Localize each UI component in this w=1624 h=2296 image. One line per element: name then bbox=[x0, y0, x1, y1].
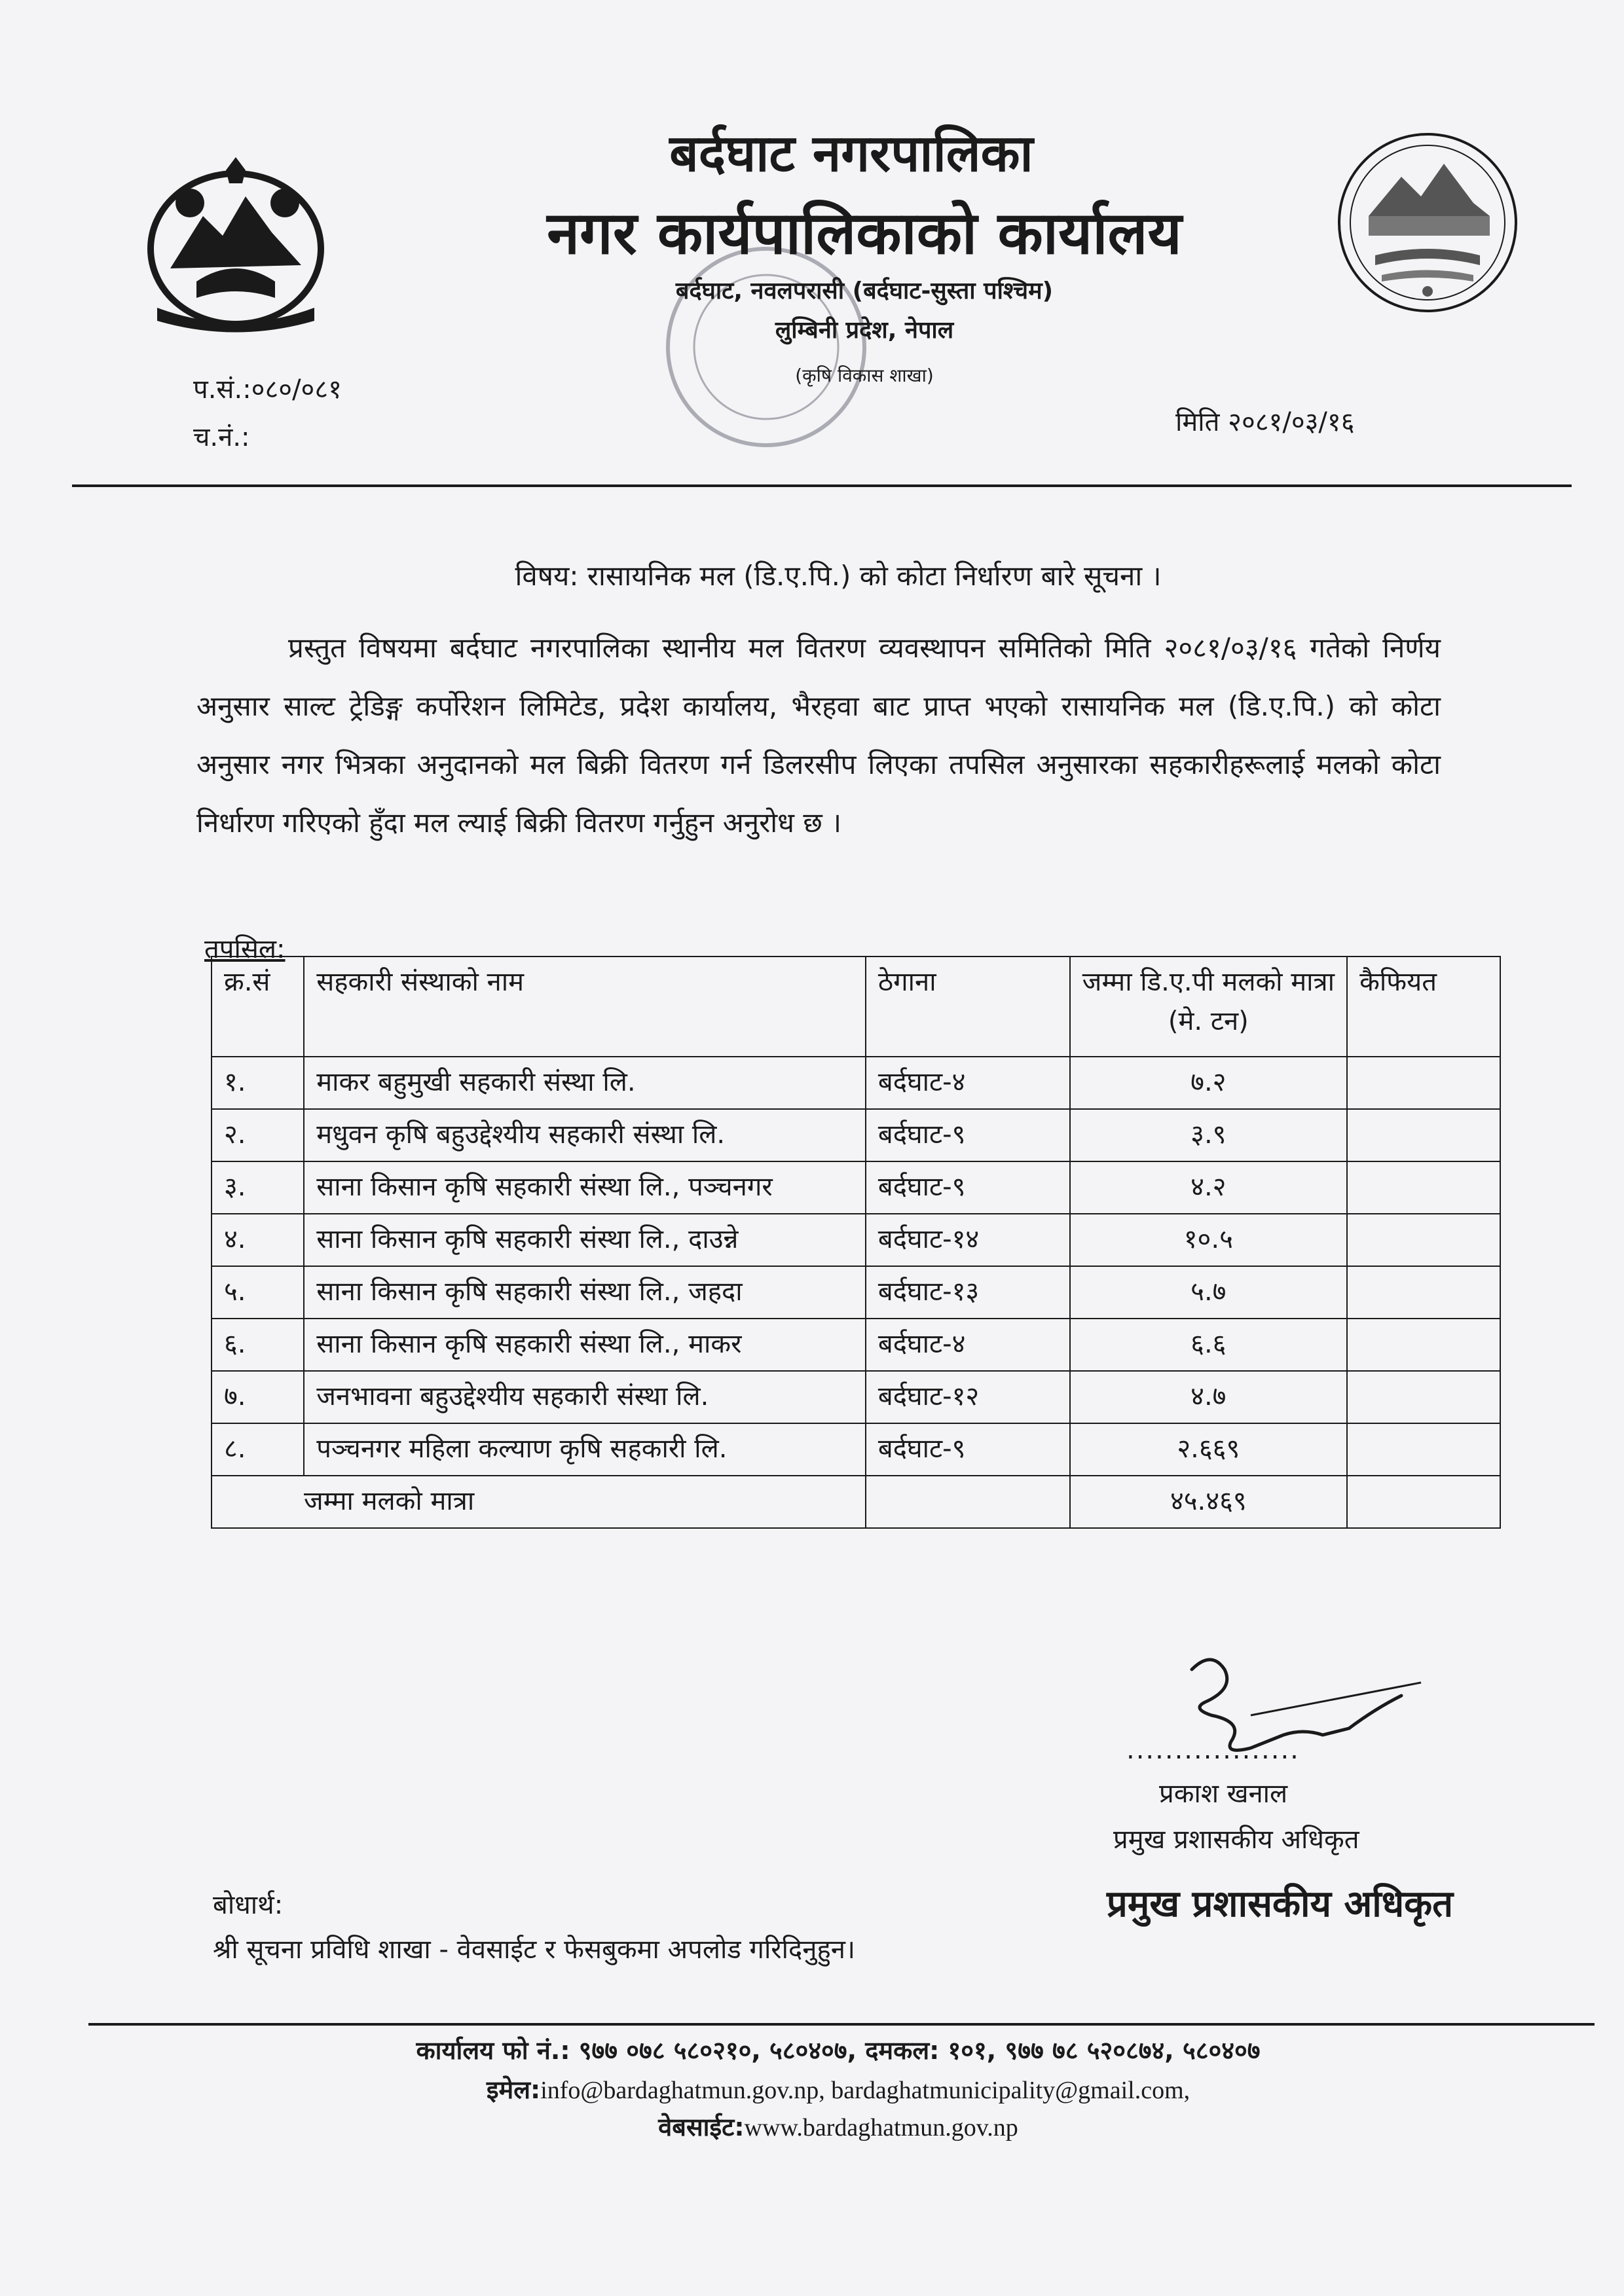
cell-sn: ७. bbox=[212, 1371, 304, 1423]
cell-quantity: ४.२ bbox=[1070, 1161, 1348, 1214]
footer-email-label: इमेल: bbox=[486, 2075, 541, 2104]
cell-remarks bbox=[1347, 1266, 1500, 1319]
cell-address: बर्दघाट-९ bbox=[866, 1161, 1070, 1214]
footer-email bbox=[0, 2072, 1624, 2106]
table-caption: तपसिल: bbox=[204, 934, 286, 964]
cell-address: बर्दघाट-१३ bbox=[866, 1266, 1070, 1319]
cell-name: माकर बहुमुखी सहकारी संस्था लि. bbox=[304, 1057, 866, 1109]
table-row bbox=[212, 1423, 1500, 1476]
header-name: सहकारी संस्थाको नाम bbox=[304, 957, 866, 1057]
cell-remarks bbox=[1347, 1161, 1500, 1214]
cell-sn: २. bbox=[212, 1109, 304, 1161]
cell-quantity: ७.२ bbox=[1070, 1057, 1348, 1109]
table-row bbox=[212, 1319, 1500, 1371]
footer-email-value[interactable]: info@bardaghatmun.gov.np, bardaghatmunicipality@gmail.com, bbox=[540, 2077, 1190, 2104]
header-sn: क्र.सं bbox=[212, 957, 304, 1057]
subject-line: विषय: रासायनिक मल (डि.ए.पि.) को कोटा निर्धारण बारे सूचना । bbox=[515, 560, 1162, 592]
signatory-title: प्रमुख प्रशासकीय अधिकृत bbox=[1113, 1825, 1359, 1855]
cell-address: बर्दघाट-१४ bbox=[866, 1214, 1070, 1266]
cell-sn: ४. bbox=[212, 1214, 304, 1266]
footer-website bbox=[0, 2109, 1624, 2143]
address-line-2: लुम्बिनी प्रदेश, नेपाल bbox=[775, 317, 954, 344]
cell-name: पञ्चनगर महिला कल्याण कृषि सहकारी लि. bbox=[304, 1423, 866, 1476]
cell-quantity: १०.५ bbox=[1070, 1214, 1348, 1266]
total-address-empty bbox=[866, 1476, 1070, 1528]
cell-address: बर्दघाट-९ bbox=[866, 1423, 1070, 1476]
cc-label: बोधार्थ: bbox=[213, 1890, 284, 1920]
signature-line: .................. bbox=[1126, 1735, 1300, 1765]
municipality-name: बर्दघाट नगरपालिका bbox=[669, 124, 1033, 183]
table-row bbox=[212, 1266, 1500, 1319]
cell-quantity: २.६६९ bbox=[1070, 1423, 1348, 1476]
table-header-row bbox=[212, 957, 1500, 1057]
cell-sn: १. bbox=[212, 1057, 304, 1109]
cell-sn: ३. bbox=[212, 1161, 304, 1214]
cell-address: बर्दघाट-१२ bbox=[866, 1371, 1070, 1423]
cell-sn: ८. bbox=[212, 1423, 304, 1476]
footer-website-label: वेबसाईट: bbox=[658, 2113, 745, 2141]
header-remarks: कैफियत bbox=[1347, 957, 1500, 1057]
header-address: ठेगाना bbox=[866, 957, 1070, 1057]
footer-divider bbox=[88, 2023, 1595, 2026]
body-paragraph bbox=[196, 619, 1441, 852]
table-row bbox=[212, 1371, 1500, 1423]
cell-address: बर्दघाट-४ bbox=[866, 1319, 1070, 1371]
total-label: जम्मा मलको मात्रा bbox=[212, 1476, 866, 1528]
cell-sn: ५. bbox=[212, 1266, 304, 1319]
dispatch-number: च.नं.: bbox=[193, 422, 250, 452]
cell-name: मधुवन कृषि बहुउद्देश्यीय सहकारी संस्था लि. bbox=[304, 1109, 866, 1161]
cell-remarks bbox=[1347, 1057, 1500, 1109]
footer-phone-label: कार्यालय फो नं.: bbox=[416, 2036, 570, 2065]
footer-phone-value: ९७७ ०७८ ५८०२१०, ५८०४०७, दमकल: १०१, ९७७ ७८ ५२०८७४, ५८०४०७ bbox=[578, 2036, 1261, 2065]
cell-remarks bbox=[1347, 1319, 1500, 1371]
footer-phone bbox=[0, 2033, 1624, 2067]
table-row bbox=[212, 1057, 1500, 1109]
quota-table bbox=[211, 956, 1501, 1529]
cell-quantity: ३.९ bbox=[1070, 1109, 1348, 1161]
letter-date: मिति २०८१/०३/१६ bbox=[1175, 407, 1355, 437]
cell-remarks bbox=[1347, 1423, 1500, 1476]
cc-text: श्री सूचना प्रविधि शाखा - वेवसाईट र फेसबुकमा अपलोड गरिदिनुहुन। bbox=[213, 1935, 856, 1965]
signatory-name: प्रकाश खनाल bbox=[1159, 1779, 1288, 1809]
total-value: ४५.४६९ bbox=[1070, 1476, 1348, 1528]
cell-sn: ६. bbox=[212, 1319, 304, 1371]
cell-remarks bbox=[1347, 1214, 1500, 1266]
footer-website-value[interactable]: www.bardaghatmun.gov.np bbox=[744, 2114, 1018, 2141]
cell-name: साना किसान कृषि सहकारी संस्था लि., जहदा bbox=[304, 1266, 866, 1319]
cell-name: साना किसान कृषि सहकारी संस्था लि., दाउन्ने bbox=[304, 1214, 866, 1266]
cell-name: साना किसान कृषि सहकारी संस्था लि., पञ्चनगर bbox=[304, 1161, 866, 1214]
body-text: प्रस्तुत विषयमा बर्दघाट नगरपालिका स्थानीय मल वितरण व्यवस्थापन समितिको मिति २०८१/०३/१६ गतेको निर्णय अनुसार साल्ट ट्रेडिङ्ग कर्पोरेशन लिमिटेड, प्रदेश कार्यालय, भैरहवा बाट प्राप्त भएको रासायनिक मल (डि.ए.पि.) को कोटा अनुसार नगर भित्रका अनुदानको मल बिक्री वितरण गर्न डिलरसीप लिएका तपसिल अनुसारका सहकारीहरूलाई मलको कोटा निर्धारण गरिएको हुँदा मल ल्याई बिक्री वितरण गर्नुहुन अनुरोध छ । bbox=[196, 632, 1441, 839]
cell-address: बर्दघाट-४ bbox=[866, 1057, 1070, 1109]
cell-quantity: ४.७ bbox=[1070, 1371, 1348, 1423]
table-row bbox=[212, 1214, 1500, 1266]
cell-remarks bbox=[1347, 1109, 1500, 1161]
cell-remarks bbox=[1347, 1371, 1500, 1423]
cell-quantity: ६.६ bbox=[1070, 1319, 1348, 1371]
cell-address: बर्दघाट-९ bbox=[866, 1109, 1070, 1161]
total-remarks-empty bbox=[1347, 1476, 1500, 1528]
stamp-office-text: (कृषि विकास शाखा) bbox=[795, 365, 934, 386]
address-line-1: बर्दघाट, नवलपरासी (बर्दघाट-सुस्ता पश्चिम) bbox=[675, 278, 1054, 304]
table-row bbox=[212, 1161, 1500, 1214]
designation-stamp: प्रमुख प्रशासकीय अधिकृत bbox=[1107, 1883, 1454, 1925]
header-divider bbox=[72, 484, 1572, 487]
letter-number: प.सं.:०८०/०८१ bbox=[193, 374, 342, 405]
cell-quantity: ५.७ bbox=[1070, 1266, 1348, 1319]
table-row bbox=[212, 1109, 1500, 1161]
cell-name: साना किसान कृषि सहकारी संस्था लि., माकर bbox=[304, 1319, 866, 1371]
table-total-row bbox=[212, 1476, 1500, 1528]
cell-name: जनभावना बहुउद्देश्यीय सहकारी संस्था लि. bbox=[304, 1371, 866, 1423]
office-name: नगर कार्यपालिकाको कार्यालय bbox=[547, 199, 1182, 268]
header-quantity: जम्मा डि.ए.पी मलको मात्रा (मे. टन) bbox=[1070, 957, 1348, 1057]
